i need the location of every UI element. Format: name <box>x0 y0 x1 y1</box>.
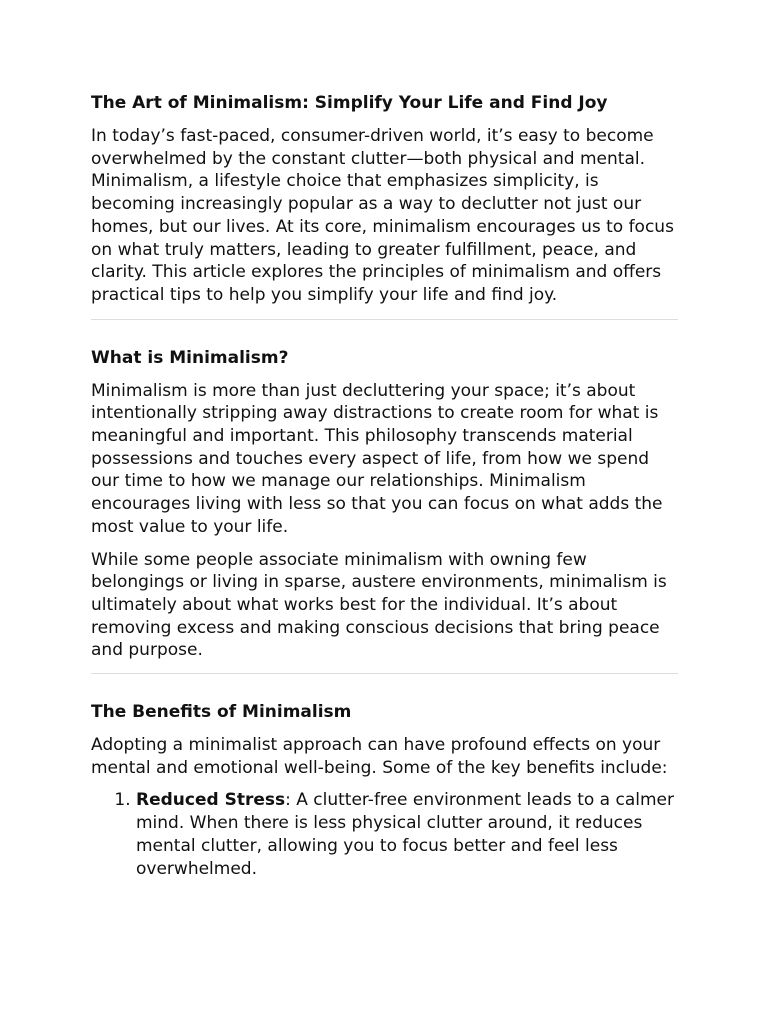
what-is-paragraph-1: Minimalism is more than just decluttering your space; it’s about intentionally stripping away distractions to create room for what is meaningful and important. This philosophy transcends material possessions and touches every aspect of life, from how we spend our time to how we manage our relationships. Minimalism encourages living with less so that you can focus on what adds the most value to your life. <box>91 380 663 537</box>
section-heading-benefits: The Benefits of Minimalism <box>91 702 352 723</box>
benefit-description: : A clutter-free environment leads to a calmer mind. When there is less physical clutter around, it reduces mental clutter, allowing you to focus better and feel less overwhelmed. <box>136 790 674 879</box>
section-divider <box>91 673 678 674</box>
benefit-term: Reduced Stress <box>136 790 286 811</box>
what-is-paragraph-2: While some people associate minimalism with owning few belongings or living in sparse, austere environments, minimalism is ultimately about what works best for the individual. It’s about removing excess and making conscious decisions that bring peace and purpose. <box>91 549 667 661</box>
section-heading-what-is: What is Minimalism? <box>91 347 289 368</box>
intro-paragraph: In today’s fast-paced, consumer-driven world, it’s easy to become overwhelmed by the constant clutter—both physical and mental. Minimalism, a lifestyle choice that emphasizes simplicity, is becoming increasingly popular as a way to declutter not just our homes, but our lives. At its core, minimalism encourages us to focus on what truly matters, leading to greater fulfillment, peace, and clarity. This article explores the principles of minimalism and offers practical tips to help you simplify your life and find joy. <box>91 126 674 305</box>
benefits-list <box>91 789 678 880</box>
benefits-intro-paragraph: Adopting a minimalist approach can have profound effects on your mental and emotional well-being. Some of the key benefits include: <box>91 735 668 778</box>
article-title: The Art of Minimalism: Simplify Your Life and Find Joy <box>91 93 608 113</box>
section-divider <box>91 319 678 320</box>
list-item <box>136 789 678 880</box>
